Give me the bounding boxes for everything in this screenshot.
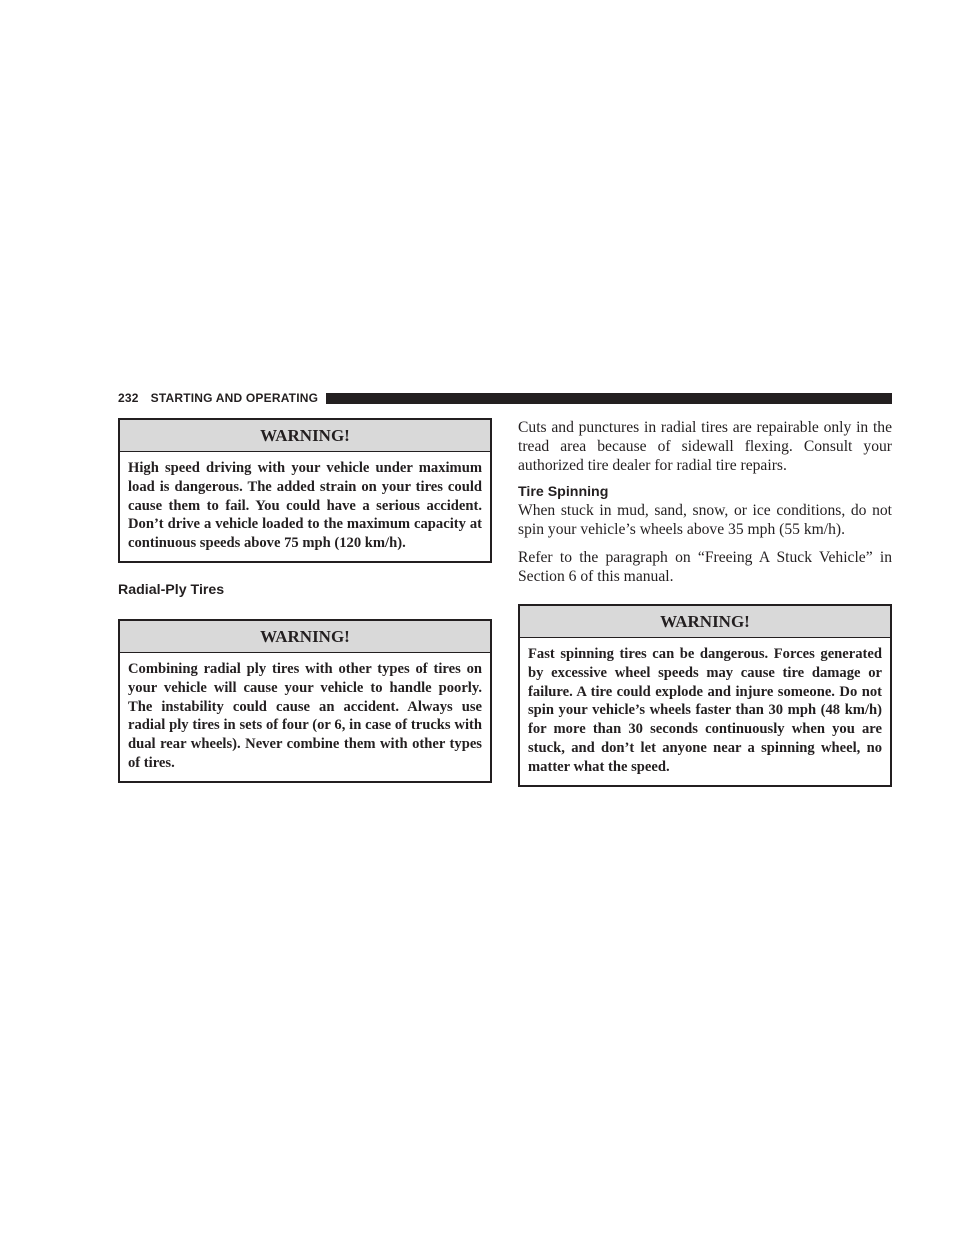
header-rule [326,393,892,404]
page-number: 232 [118,391,139,405]
warning-title: WARNING! [520,606,890,638]
tire-spinning-heading: Tire Spinning [518,484,609,500]
warning-title: WARNING! [120,621,490,653]
radial-ply-heading: Radial-Ply Tires [118,581,225,598]
left-column [118,418,492,783]
warning-text: Fast spinning tires can be dangerous. Forces generated by excessive wheel speeds may cause tire damage or failure. A tire could explode and injure someone. Do not spin your vehicle’s wheels faster than 30 mph (48 km/h) for more than 30 seconds continuously when you are stuck, and don’t let anyone near a spinning wheel, no matter what the speed. [528,646,882,775]
radial-repair-paragraph: Cuts and punctures in radial tires are repairable only in the tread area because of sidewall flexing. Consult your authorized tire dealer for radial tire repairs. [518,419,892,474]
refer-paragraph: Refer to the paragraph on “Freeing A Stuck Vehicle” in Section 6 of this manual. [518,549,892,585]
tire-spinning-paragraph: When stuck in mud, sand, snow, or ice conditions, do not spin your vehicle’s wheels above 35 mph (55 km/h). [518,502,892,538]
warning-text: Combining radial ply tires with other types of tires on your vehicle will cause your vehicle to handle poorly. The instability could cause an accident. Always use radial ply tires in sets of four (or 6, in case of trucks with dual rear wheels). Never combine them with other types of tires. [128,660,482,771]
warning-box-spinning [518,604,892,787]
warning-title: WARNING! [120,420,490,452]
warning-box-radial-ply [118,619,492,783]
warning-text: High speed driving with your vehicle under maximum load is dangerous. The added strain on your tires could cause them to fail. You could have a serious accident. Don’t drive a vehicle loaded to the maximum capacity at continuous speeds above 75 mph (120 km/h). [128,460,482,552]
page-header [118,390,892,406]
section-title: STARTING AND OPERATING [150,391,319,405]
right-column [518,418,892,787]
warning-box-max-load [118,418,492,563]
